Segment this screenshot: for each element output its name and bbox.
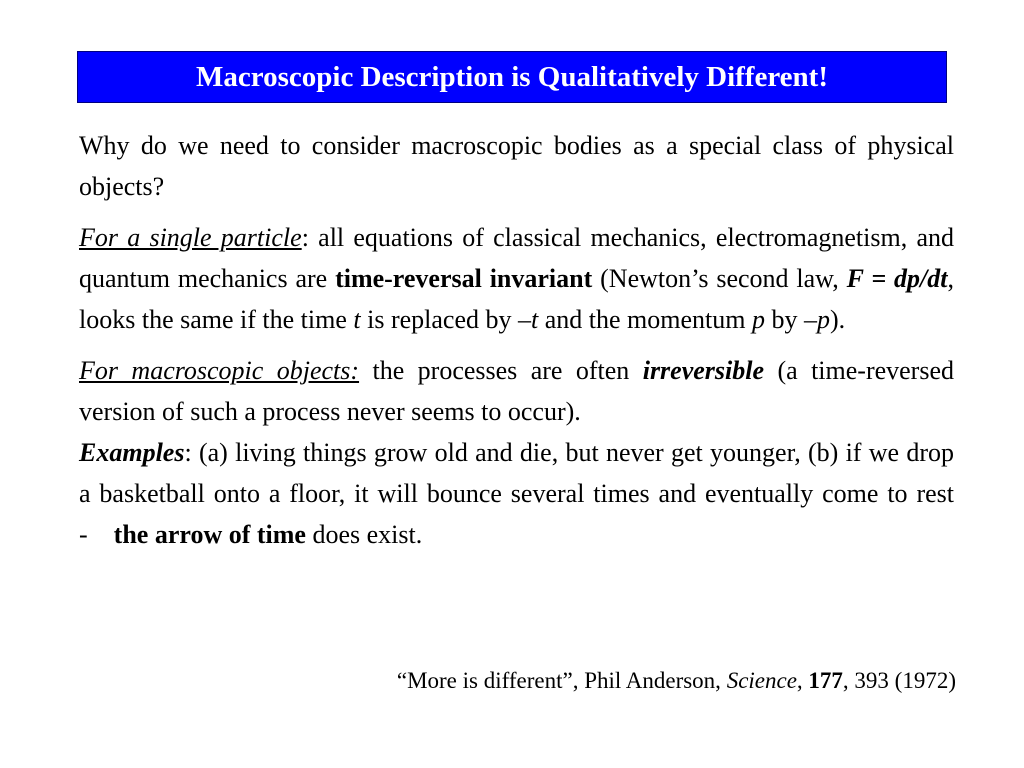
text-segment: (a time-reversed version of such a process never seems to occur). [79,356,954,426]
text-segment: by [765,305,804,334]
irreversible-term: irreversible [642,356,765,385]
text-segment: and the momentum [538,305,752,334]
slide-title: Macroscopic Description is Qualitatively Different! [196,60,828,93]
variable-t: t [353,305,361,334]
text-segment: , looks the same if the time [79,264,954,334]
citation-journal: Science [726,668,797,693]
text-segment: the processes are often [359,356,643,385]
text-segment: all equations of classical mechanics, electromagnetism, and quantum mechanics are [79,223,954,293]
variable-p: p [752,305,765,334]
paragraph-single-particle [79,217,954,340]
text-segment: ). [830,305,846,334]
negative-t: –t [518,305,539,334]
citation-quote: “More is different”, Phil Anderson, [396,668,727,693]
slide-body [79,125,980,555]
citation [397,664,956,698]
examples-heading: Examples [79,438,185,467]
title-banner [77,51,947,103]
citation-volume: 177 [808,668,843,693]
citation-pages-year: , 393 (1972) [842,668,956,693]
paragraph-macroscopic [79,350,954,432]
citation-separator: , [796,668,809,693]
single-particle-heading: For a single particle [79,223,302,252]
colon: : [301,223,309,252]
arrow-of-time-term: the arrow of time [113,520,306,549]
text-segment: is replaced by [360,305,519,334]
paragraph-question: Why do we need to consider macroscopic bodies as a special class of physical objects? [79,131,954,201]
paragraph-examples [79,432,980,555]
text-segment: (Newton’s second law, [592,264,847,293]
text-segment: does exist. [305,520,423,549]
newton-formula: F = dp/dt [846,264,948,293]
macroscopic-heading: For macroscopic objects: [79,356,360,385]
negative-p: –p [804,305,830,334]
time-reversal-invariant-term: time-reversal invariant [335,264,593,293]
text-segment: : (a) living things grow old and die, but never get younger, (b) if we drop a basketball onto a floor, it will bounce several times and eventually come to rest - [79,438,980,549]
